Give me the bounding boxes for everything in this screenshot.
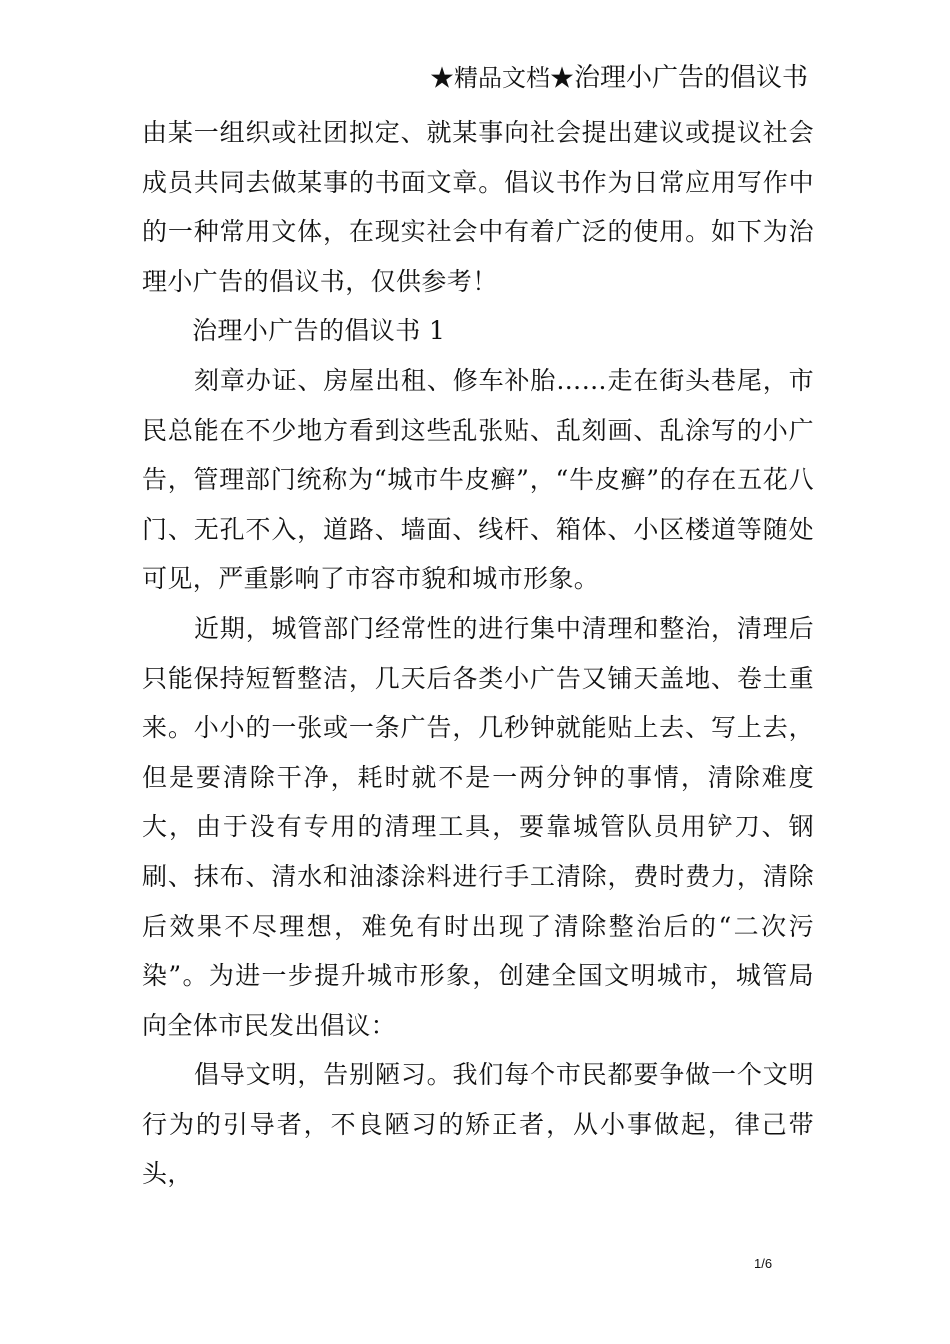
body-paragraph-1: 刻章办证、房屋出租、修车补胎……走在街头巷尾，市民总能在不少地方看到这些乱张贴、乱刻画、乱涂写的小广告，管理部门统称为“城市牛皮癣”，“牛皮癣”的存在五花八门、无孔不入，道路、墙面、线杆、箱体、小区楼道等随处可见，严重影响了市容市貌和城市形象。 — [142, 365, 814, 594]
section-heading: 治理小广告的倡议书 1 — [192, 316, 446, 346]
header-prefix: ★精品文档★ — [429, 64, 574, 92]
document-body — [142, 108, 814, 1199]
body-paragraph-2: 近期，城管部门经常性的进行集中清理和整治，清理后只能保持短暂整洁，几天后各类小广告又铺天盖地、卷土重来。小小的一张或一条广告，几秒钟就能贴上去、写上去，但是要清除干净，耗时就不是一两分钟的事情，清除难度大，由于没有专用的清理工具，要靠城管队员用铲刀、钢刷、抹布、清水和油漆涂料进行手工清除，费时费力，清除后效果不尽理想，难免有时出现了清除整治后的“二次污染”。为进一步提升城市形象，创建全国文明城市，城管局向全体市民发出倡议： — [142, 613, 814, 1040]
header-title: 治理小广告的倡议书 — [573, 63, 808, 93]
body-paragraph-3: 倡导文明，告别陋习。我们每个市民都要争做一个文明行为的引导者，不良陋习的矫正者，从小事做起，律己带头， — [142, 1060, 814, 1189]
page-number: 1/6 — [754, 1256, 773, 1271]
document-header — [430, 58, 808, 98]
intro-paragraph: 由某一组织或社团拟定、就某事向社会提出建议或提议社会成员共同去做某事的书面文章。倡议书作为日常应用写作中的一种常用文体，在现实社会中有着广泛的使用。如下为治理小广告的倡议书，仅供参考！ — [142, 118, 814, 296]
